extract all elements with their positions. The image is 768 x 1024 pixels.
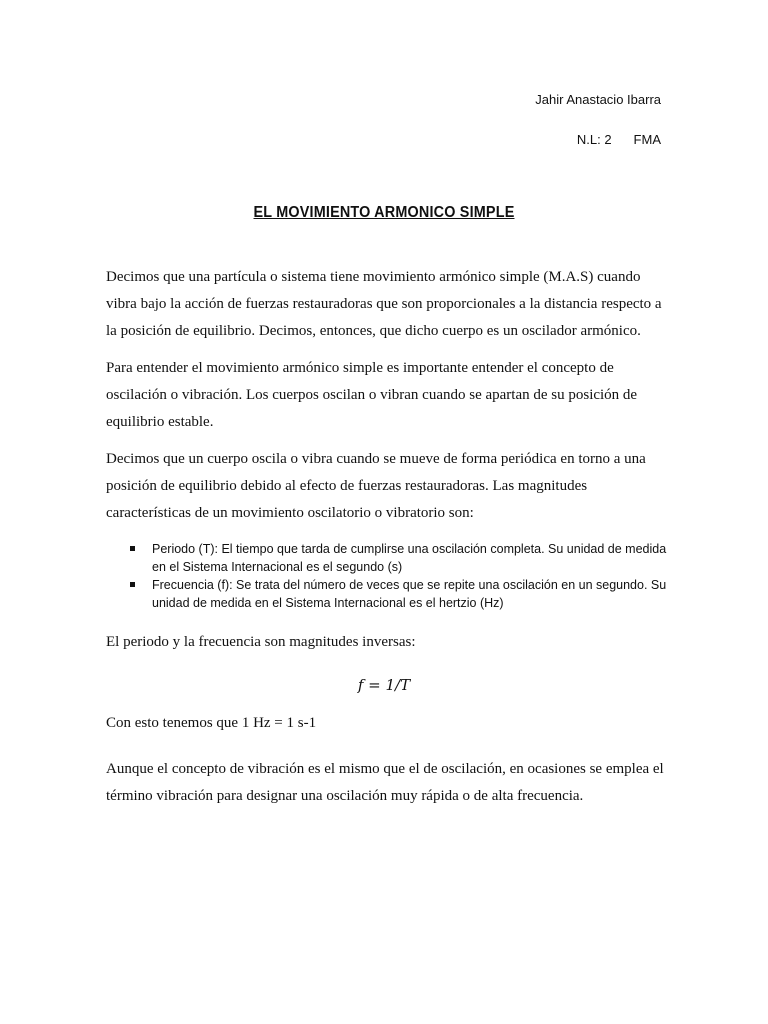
formula-text: f = 1/T (357, 676, 411, 694)
list-item (128, 576, 668, 612)
list-number: N.L: 2 (576, 132, 612, 147)
paragraph-magnitudes: Decimos que un cuerpo oscila o vibra cuando se mueve de forma periódica en torno a una posición de equilibrio debido al efecto de fuerzas restauradoras. Las magnitudes características de un movimiento oscilatorio o vibratorio son: (106, 451, 646, 521)
paragraph-oscillation: Para entender el movimiento armónico simple es importante entender el concepto de oscilación o vibración. Los cuerpos oscilan o vibran cuando se apartan de su posición de equilibrio estable. (106, 360, 638, 430)
list-item (128, 540, 668, 576)
formula-frequency (0, 676, 768, 694)
bullet-text-period: Periodo (T): El tiempo que tarda de cumplirse una oscilación completa. Su unidad de medida en el Sistema Internacional es el segundo (s) (152, 542, 667, 574)
bullet-text-frequency: Frecuencia (f): Se trata del número de veces que se repite una oscilación en un segundo. Su unidad de medida en el Sistema Internacional es el hertzio (Hz) (152, 578, 667, 610)
author-name: Jahir Anastacio Ibarra (535, 92, 661, 107)
magnitudes-list (128, 540, 668, 612)
group-label: FMA (633, 132, 661, 147)
paragraph-units: Con esto tenemos que 1 Hz = 1 s-1 (106, 715, 317, 731)
square-bullet-icon (130, 546, 135, 551)
paragraph-intro: Decimos que una partícula o sistema tiene movimiento armónico simple (M.A.S) cuando vibra bajo la acción de fuerzas restauradoras que son proporcionales a la distancia respecto a la posición de equilibrio. Decimos, entonces, que dicho cuerpo es un oscilador armónico. (106, 269, 662, 339)
paragraph-inverse: El periodo y la frecuencia son magnitudes inversas: (106, 634, 416, 650)
square-bullet-icon (130, 582, 135, 587)
paragraph-vibration: Aunque el concepto de vibración es el mismo que el de oscilación, en ocasiones se emplea el término vibración para designar una oscilación muy rápida o de alta frecuencia. (106, 761, 664, 804)
student-meta (577, 132, 661, 147)
document-title: EL MOVIMIENTO ARMONICO SIMPLE (253, 204, 515, 221)
